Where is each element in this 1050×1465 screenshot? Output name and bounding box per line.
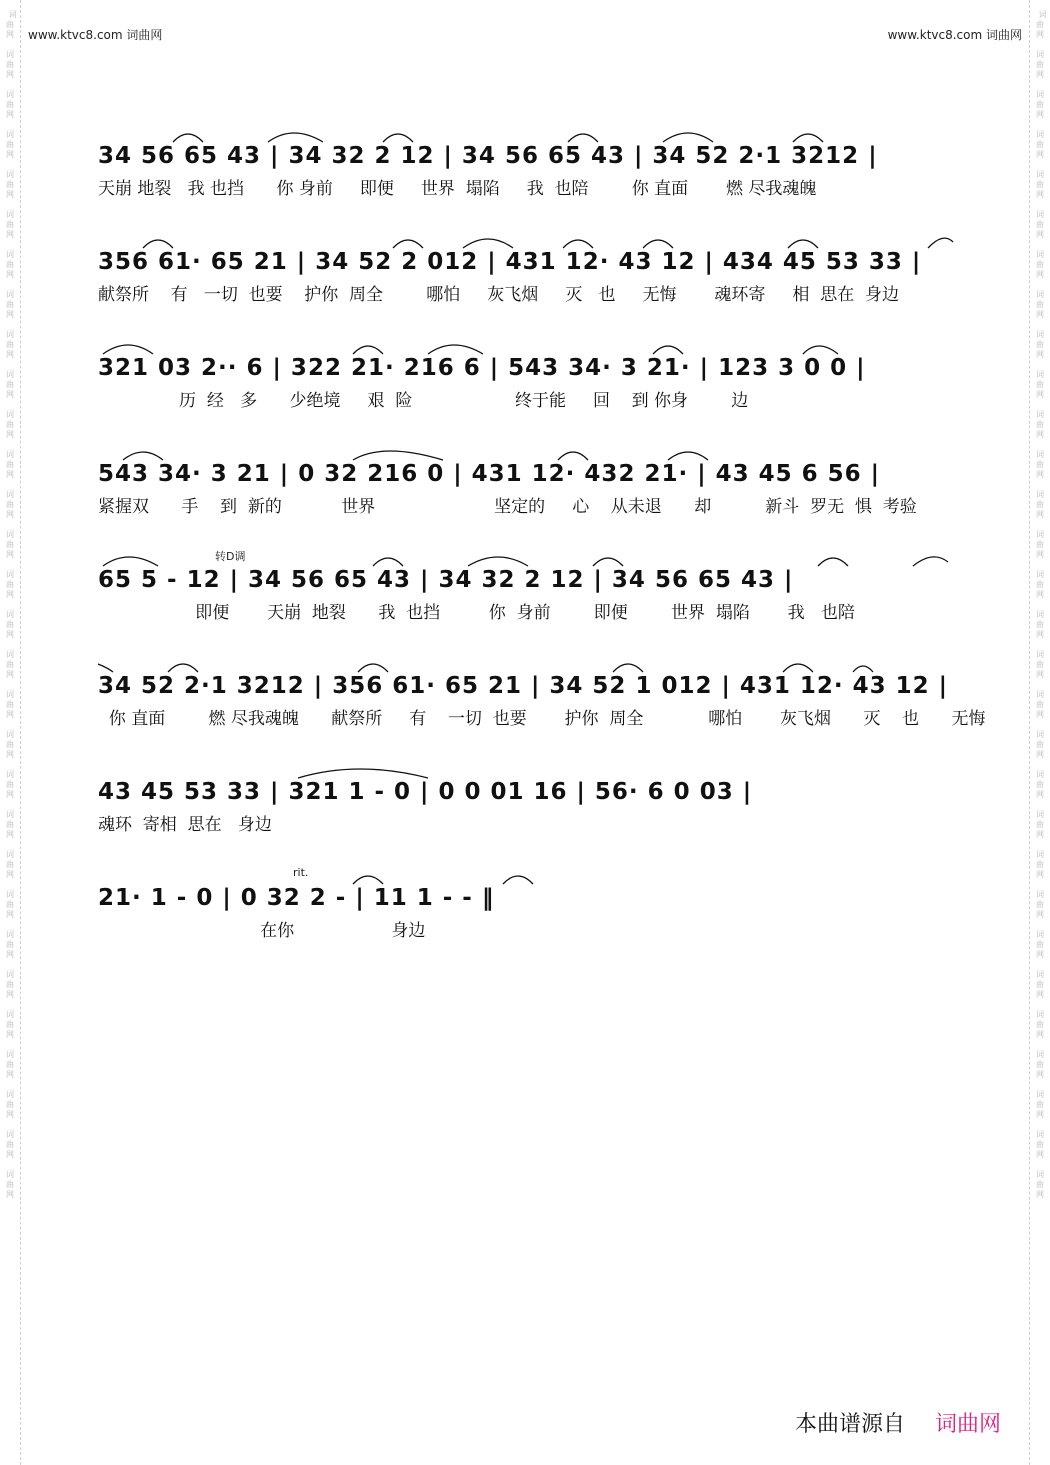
footer-brand-link[interactable]: 词曲网 [935,1412,1002,1437]
score-system-2 [98,244,958,340]
lyrics-line: 在你 身边 [98,921,426,941]
score-system-7 [98,774,958,870]
right-watermark-strip [1029,0,1050,1465]
left-watermark-strip [0,0,21,1465]
notation-line: 65 5 - 12 | 34 56 65 43 | 34 32 2 12 | 34 56 65 43 | [98,567,794,593]
score-system-4 [98,456,958,552]
lyrics-line: 天崩 地裂 我 也挡 你 身前 即便 世界 塌陷 我 也陪 你 直面 燃 尽我魂魄 [98,179,817,199]
score-system-5 [98,562,958,658]
notation-line: 356 61· 65 21 | 34 52 2 012 | 431 12· 43 12 | 434 45 53 33 | [98,249,922,275]
lyrics-line: 即便 天崩 地裂 我 也挡 你 身前 即便 世界 塌陷 我 也陪 [98,603,855,623]
notation-line: 34 56 65 43 | 34 32 2 12 | 34 56 65 43 | 34 52 2·1 3212 | [98,143,878,169]
lyrics-line: 魂环 寄相 思在 身边 [98,815,272,835]
header-url-left[interactable]: www.ktvc8.com 词曲网 [28,28,163,42]
notation-line: 43 45 53 33 | 321 1 - 0 | 0 0 01 16 | 56· 6 0 03 | [98,779,753,805]
lyrics-line: 紧握双 手 到 新的 世界 坚定的 心 从未退 却 新斗 罗无 惧 考验 [98,497,917,517]
lyrics-line: 你 直面 燃 尽我魂魄 献祭所 有 一切 也要 护你 周全 哪怕 灰飞烟 灭 也 无悔 [98,709,986,729]
lyrics-line: 历 经 多 少绝境 艰 险 终于能 回 到 你身 边 [98,391,749,411]
header-url-right[interactable]: www.ktvc8.com 词曲网 [887,28,1022,42]
rit-mark: rit. [293,866,309,879]
notation-line: 321 03 2·· 6 | 322 21· 216 6 | 543 34· 3 21· | 123 3 0 0 | [98,355,866,381]
footer-source-text: 本曲谱源自 [795,1412,906,1437]
notation-line: 21· 1 - 0 | 0 32 2 - | 11 1 - - ‖ [98,885,495,911]
score-system-6 [98,668,986,764]
lyrics-line: 献祭所 有 一切 也要 护你 周全 哪怕 灰飞烟 灭 也 无悔 魂环寄 相 思在 身边 [98,285,900,305]
score-system-3 [98,350,958,446]
right-watermark-text: 词 曲 网 词 曲 网 词 曲 网 词 曲 网 词 曲 网 词 曲 网 词 曲 网 词 曲 网 词 曲 网 词 曲 网 词 曲 网 词 曲 网 词 曲 网 词 曲 网 词 曲 网 词 曲 网 词 曲 网 词 曲 网 词 曲 网 词 曲 网 词 曲 网 词 曲 网 词 曲 网 词 曲 网 词 曲 网 词 曲 网 词 曲 网 词 曲 网 词 曲 网 词 曲 网 [1036,10,1047,1199]
notation-line: 543 34· 3 21 | 0 32 216 0 | 431 12· 432 21· | 43 45 6 56 | [98,461,881,487]
score-system-1 [98,138,958,234]
score-system-8 [98,880,958,976]
key-change-mark: 转D调 [215,550,246,563]
left-watermark-text: 词 曲 网 词 曲 网 词 曲 网 词 曲 网 词 曲 网 词 曲 网 词 曲 网 词 曲 网 词 曲 网 词 曲 网 词 曲 网 词 曲 网 词 曲 网 词 曲 网 词 曲 网 词 曲 网 词 曲 网 词 曲 网 词 曲 网 词 曲 网 词 曲 网 词 曲 网 词 曲 网 词 曲 网 词 曲 网 词 曲 网 词 曲 网 词 曲 网 词 曲 网 词 曲 网 [6,10,17,1199]
notation-line: 34 52 2·1 3212 | 356 61· 65 21 | 34 52 1 012 | 431 12· 43 12 | [98,673,949,699]
